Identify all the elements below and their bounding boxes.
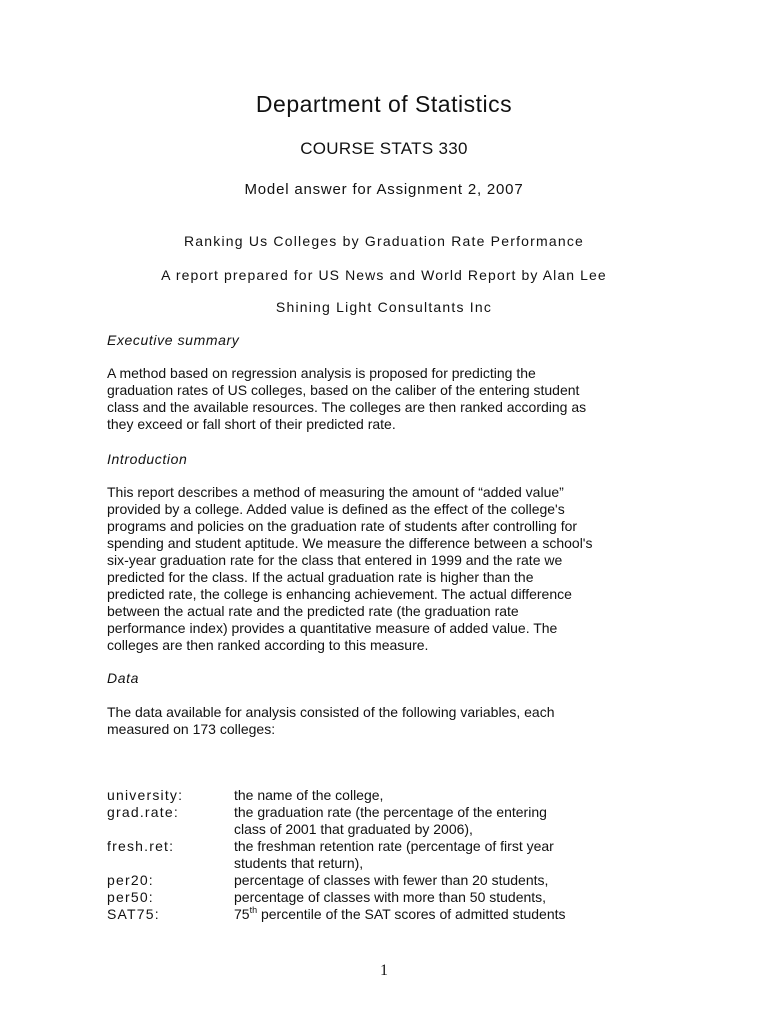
variable-description <box>234 872 667 889</box>
variable-row <box>107 872 667 889</box>
paragraph-line: programs and policies on the graduation rate of students after controlling for <box>107 518 578 534</box>
variable-row <box>107 889 667 906</box>
variable-name: per50: <box>107 889 154 905</box>
description-line: the name of the college, <box>234 787 384 803</box>
percentile-number: 75 <box>234 906 250 922</box>
assignment-subtitle: Model answer for Assignment 2, 2007 <box>244 181 524 198</box>
consultant-name: Shining Light Consultants Inc <box>275 299 493 315</box>
description-line: the graduation rate (the percentage of the entering <box>234 804 547 820</box>
paragraph-line: predicted for the class. If the actual graduation rate is higher than the <box>107 569 534 585</box>
variable-name: fresh.ret: <box>107 838 175 854</box>
introduction-heading: Introduction <box>107 451 188 467</box>
executive-summary-paragraph <box>107 365 647 433</box>
variable-name: per20: <box>107 872 154 888</box>
description-line: percentage of classes with more than 50 students, <box>234 889 547 905</box>
description-line: the freshman retention rate (percentage of first year <box>234 838 554 854</box>
paragraph-line: The data available for analysis consisted of the following variables, each <box>107 704 555 720</box>
variable-row <box>107 804 667 838</box>
executive-summary-heading: Executive summary <box>107 332 240 348</box>
variable-description <box>234 787 667 804</box>
description-line <box>234 906 667 923</box>
data-heading: Data <box>107 670 139 686</box>
variable-description <box>234 838 667 872</box>
report-title: Ranking Us Colleges by Graduation Rate Performance <box>183 233 585 249</box>
report-author-line: A report prepared for US News and World Report by Alan Lee <box>161 267 607 283</box>
variable-row <box>107 838 667 872</box>
variable-list <box>107 787 667 923</box>
variable-name: grad.rate: <box>107 804 179 820</box>
data-paragraph <box>107 704 647 738</box>
paragraph-line: provided by a college. Added value is defined as the effect of the college's <box>107 501 565 517</box>
paragraph-line: colleges are then ranked according to this measure. <box>107 637 429 653</box>
course-code: COURSE STATS 330 <box>300 139 468 158</box>
department-title: Department of Statistics <box>255 91 513 117</box>
paragraph-line: A method based on regression analysis is proposed for predicting the <box>107 365 536 381</box>
description-line: students that return), <box>234 855 364 871</box>
variable-description <box>234 889 667 906</box>
paragraph-line: graduation rates of US colleges, based on the caliber of the entering student <box>107 382 580 398</box>
description-line: class of 2001 that graduated by 2006), <box>234 821 473 837</box>
paragraph-line: spending and student aptitude. We measure the difference between a school's <box>107 535 593 551</box>
ordinal-suffix: th <box>249 905 258 915</box>
variable-name: SAT75: <box>107 906 160 922</box>
variable-row <box>107 906 667 923</box>
introduction-paragraph <box>107 484 647 654</box>
paragraph-line: predicted rate, the college is enhancing achievement. The actual difference <box>107 586 572 602</box>
variable-description <box>234 906 667 923</box>
variable-description <box>234 804 667 838</box>
paragraph-line: six-year graduation rate for the class that entered in 1999 and the rate we <box>107 552 563 568</box>
description-line: percentage of classes with fewer than 20 students, <box>234 872 549 888</box>
page-number: 1 <box>380 962 388 979</box>
paragraph-line: between the actual rate and the predicted rate (the graduation rate <box>107 603 519 619</box>
paragraph-line: they exceed or fall short of their predicted rate. <box>107 416 396 432</box>
variable-row <box>107 787 667 804</box>
paragraph-line: measured on 173 colleges: <box>107 721 276 737</box>
variable-name: university: <box>107 787 184 803</box>
paragraph-line: class and the available resources. The colleges are then ranked according as <box>107 399 587 415</box>
percentile-text: percentile of the SAT scores of admitted students <box>257 906 566 922</box>
paragraph-line: performance index) provides a quantitative measure of added value. The <box>107 620 558 636</box>
paragraph-line: This report describes a method of measuring the amount of “added value” <box>107 484 564 500</box>
